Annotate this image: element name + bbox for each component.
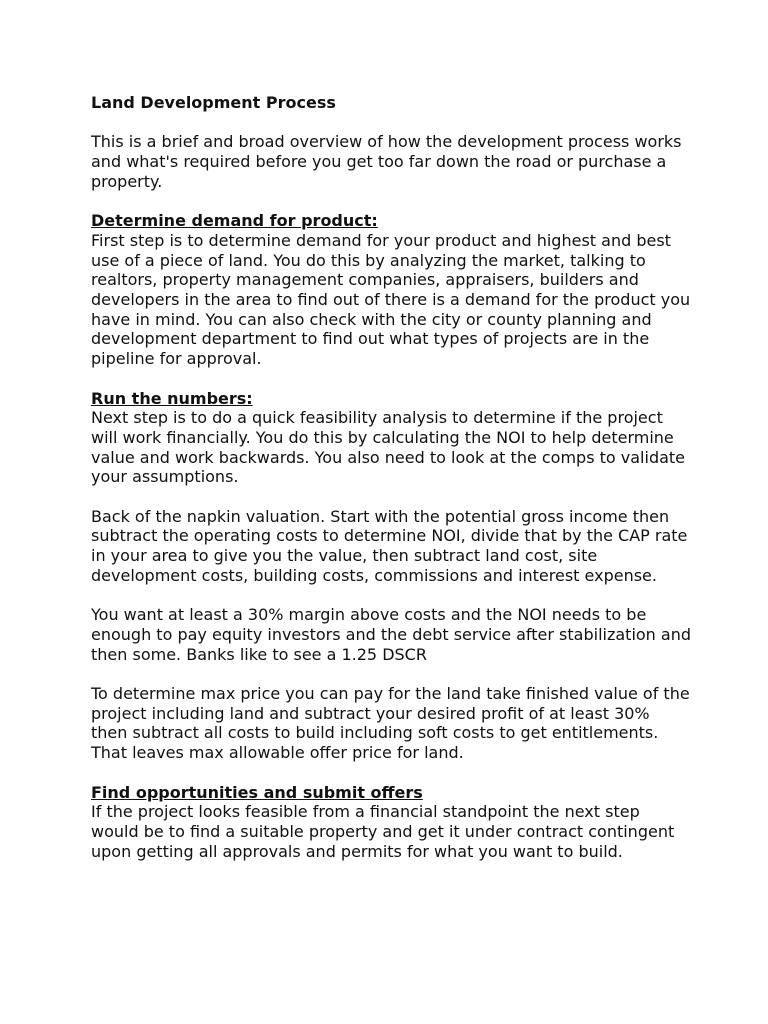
spacer [91,192,691,212]
section-paragraph: Next step is to do a quick feasibility analysis to determine if the project will work financially. You do this by calculating the NOI to help determine value and work backwards. You also need to look at the comps to validate your assumptions. [91,408,686,487]
section-paragraph: To determine max price you can pay for the land take finished value of the project including land and subtract your desired profit of at least 30% then subtract all costs to build including soft costs to get entitlements. That leaves max allowable offer price for land. [91,684,690,763]
spacer [91,487,691,507]
section-heading: Determine demand for product: [91,211,378,231]
document-title: Land Development Process [91,93,336,112]
section-determine-demand [91,211,691,369]
section-run-numbers [91,389,691,763]
spacer [91,586,691,606]
section-paragraph: First step is to determine demand for your product and highest and best use of a piece of land. You do this by analyzing the market, talking to realtors, property management companies, appraisers, builders and developers in the area to find out of there is a demand for the product you have in mind. You can also check with the city or county planning and development department to find out what types of projects are in the pipeline for approval. [91,230,691,369]
spacer [91,369,691,389]
section-heading: Run the numbers: [91,388,253,408]
intro-paragraph: This is a brief and broad overview of how the development process works and what's required before you get too far down the road or purchase a property. [91,132,682,191]
section-find-opportunities [91,783,691,862]
spacer [91,664,691,684]
document-page [91,93,691,861]
section-paragraph: If the project looks feasible from a financial standpoint the next step would be to find a suitable property and get it under contract contingent upon getting all approvals and permits for what you want to build. [91,802,675,861]
section-paragraph: Back of the napkin valuation. Start with the potential gross income then subtract the operating costs to determine NOI, divide that by the CAP rate in your area to give you the value, then subtract land cost, site development costs, building costs, commissions and interest expense. [91,506,688,585]
spacer [91,763,691,783]
spacer [91,113,691,133]
section-paragraph: You want at least a 30% margin above costs and the NOI needs to be enough to pay equity investors and the debt service after stabilization and then some. Banks like to see a 1.25 DSCR [91,605,691,664]
section-heading: Find opportunities and submit offers [91,782,423,802]
